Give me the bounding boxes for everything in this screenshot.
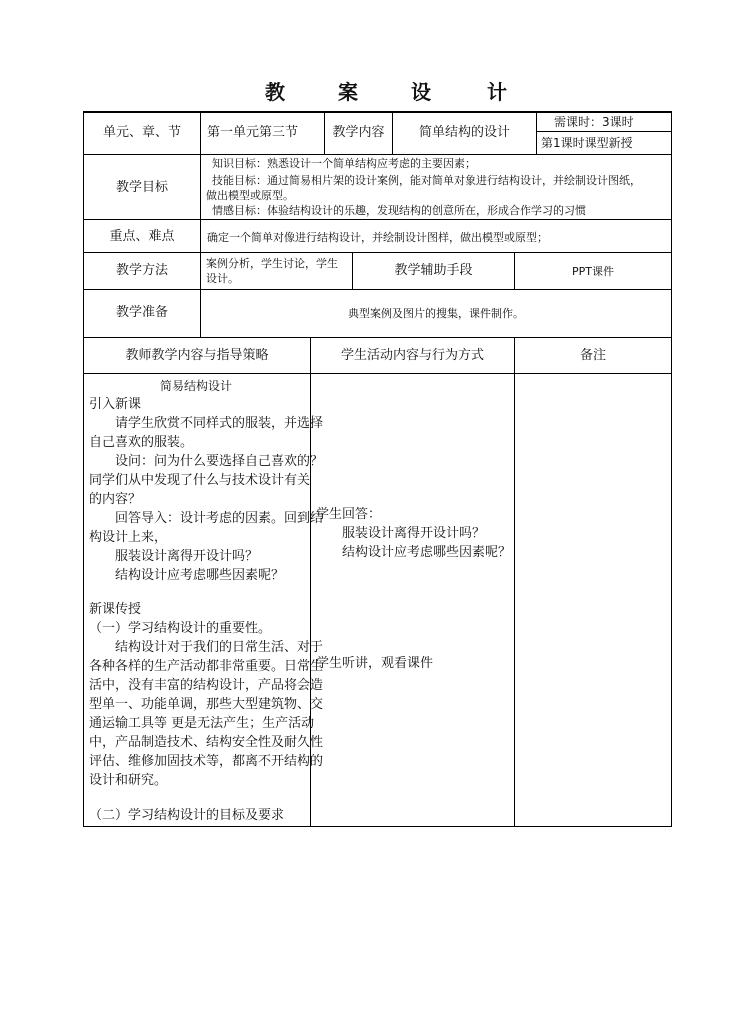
- teacher-line: 通运输工具等 更是无法产生；生产活动: [89, 716, 315, 731]
- teacher-line: 活中，没有丰富的结构设计，产品将会造: [89, 678, 324, 693]
- key-label: 重点、难点: [109, 229, 175, 244]
- teacher-question: 服装设计离得开设计吗？: [115, 549, 259, 564]
- border-top: [83, 111, 672, 113]
- aid-value: PPT课件: [572, 265, 614, 278]
- teacher-line: 自己喜欢的服装。: [89, 435, 194, 450]
- teacher-new-lesson: 新课传授: [89, 602, 142, 617]
- vr-c2: [514, 337, 515, 827]
- title-char: 设: [411, 80, 431, 104]
- teacher-intro: 引入新课: [89, 397, 142, 412]
- teacher-line: 型单一、功能单调，那些大型建筑物、交: [89, 697, 324, 712]
- prep-label: 教学准备: [115, 305, 168, 320]
- goal-skill-line2: 做出模型或原型。: [206, 189, 294, 202]
- content-value: 简单结构的设计: [418, 125, 510, 140]
- method-value-line2: 设计。: [206, 272, 239, 285]
- student-answer: 结构设计应考虑哪些因素呢？: [342, 545, 512, 560]
- teacher-line: 请学生欣赏不同样式的服装，并选择: [115, 416, 324, 431]
- hr-6: [83, 373, 672, 374]
- teacher-line: 回答导入：设计考虑的因素。回到结: [115, 511, 324, 526]
- unit-label: 单元、章、节: [102, 125, 181, 140]
- teacher-topic: 简易结构设计: [160, 379, 233, 393]
- aid-label: 教学辅助手段: [394, 263, 473, 278]
- unit-value: 第一单元第三节: [207, 125, 299, 140]
- content-label: 教学内容: [332, 125, 385, 140]
- goals-label: 教学目标: [115, 180, 168, 195]
- method-value-line1: 案例分析，学生讨论，学生: [206, 257, 338, 270]
- teacher-line: 中，产品制造技术、结构安全性及耐久性: [89, 735, 324, 750]
- teacher-line: 构设计上来，: [89, 530, 168, 545]
- prep-value: 典型案例及图片的搜集，课件制作。: [348, 307, 524, 320]
- title-char: 教: [265, 80, 285, 104]
- student-listen: 学生听讲，观看课件: [316, 656, 434, 671]
- hr-3: [83, 252, 672, 253]
- student-answer: 服装设计离得开设计吗？: [342, 526, 486, 541]
- teacher-line: 各种各样的生产活动都非常重要。日常生: [89, 659, 324, 674]
- method-label: 教学方法: [115, 263, 168, 278]
- border-bottom: [83, 826, 672, 827]
- teacher-question: 结构设计应考虑哪些因素呢？: [115, 568, 285, 583]
- vr-label: [200, 111, 201, 337]
- page-title: [0, 76, 744, 106]
- student-answer-label: 学生回答：: [316, 507, 382, 522]
- teacher-line: 同学们从中发现了什么与技术设计有关: [89, 473, 311, 488]
- hr-5: [83, 337, 672, 338]
- teacher-line: 评估、维修加固技术等，都离不开结构的: [89, 754, 324, 769]
- hours-value: 需课时：3课时: [554, 115, 634, 129]
- teacher-line: 的内容？: [89, 492, 142, 507]
- teacher-section-1: （一）学习结构设计的重要性。: [89, 621, 272, 636]
- column-header-notes: 备注: [579, 348, 606, 363]
- hr-2: [83, 219, 672, 220]
- column-header-student: 学生活动内容与行为方式: [340, 348, 484, 363]
- hr-hours: [536, 131, 672, 132]
- title-char: 计: [487, 80, 507, 104]
- teacher-line: 设问：问为什么要选择自己喜欢的？: [115, 454, 324, 469]
- title-char: 案: [338, 80, 358, 104]
- teacher-section-2: （二）学习结构设计的目标及要求: [89, 808, 285, 823]
- vr-h3: [536, 111, 537, 155]
- goal-emotion: 情感目标：体验结构设计的乐趣，发现结构的创意所在，形成合作学习的习惯: [212, 204, 586, 217]
- goal-knowledge: 知识目标：熟悉设计一个简单结构应考虑的主要因素；: [212, 157, 476, 170]
- key-value: 确定一个简单对像进行结构设计，并绘制设计图样，做出模型或原型；: [207, 231, 548, 244]
- goal-skill-line1: 技能目标：通过简易相片架的设计案例，能对简单对象进行结构设计，并绘制设计图纸，: [212, 174, 641, 187]
- hr-4: [83, 289, 672, 290]
- hr-1: [83, 154, 672, 155]
- column-header-teacher: 教师教学内容与指导策略: [125, 348, 269, 363]
- teacher-line: 结构设计对于我们的日常生活、对于: [115, 640, 324, 655]
- lesson-value: 第1课时课型新授: [541, 136, 633, 150]
- teacher-line: 设计和研究。: [89, 773, 168, 788]
